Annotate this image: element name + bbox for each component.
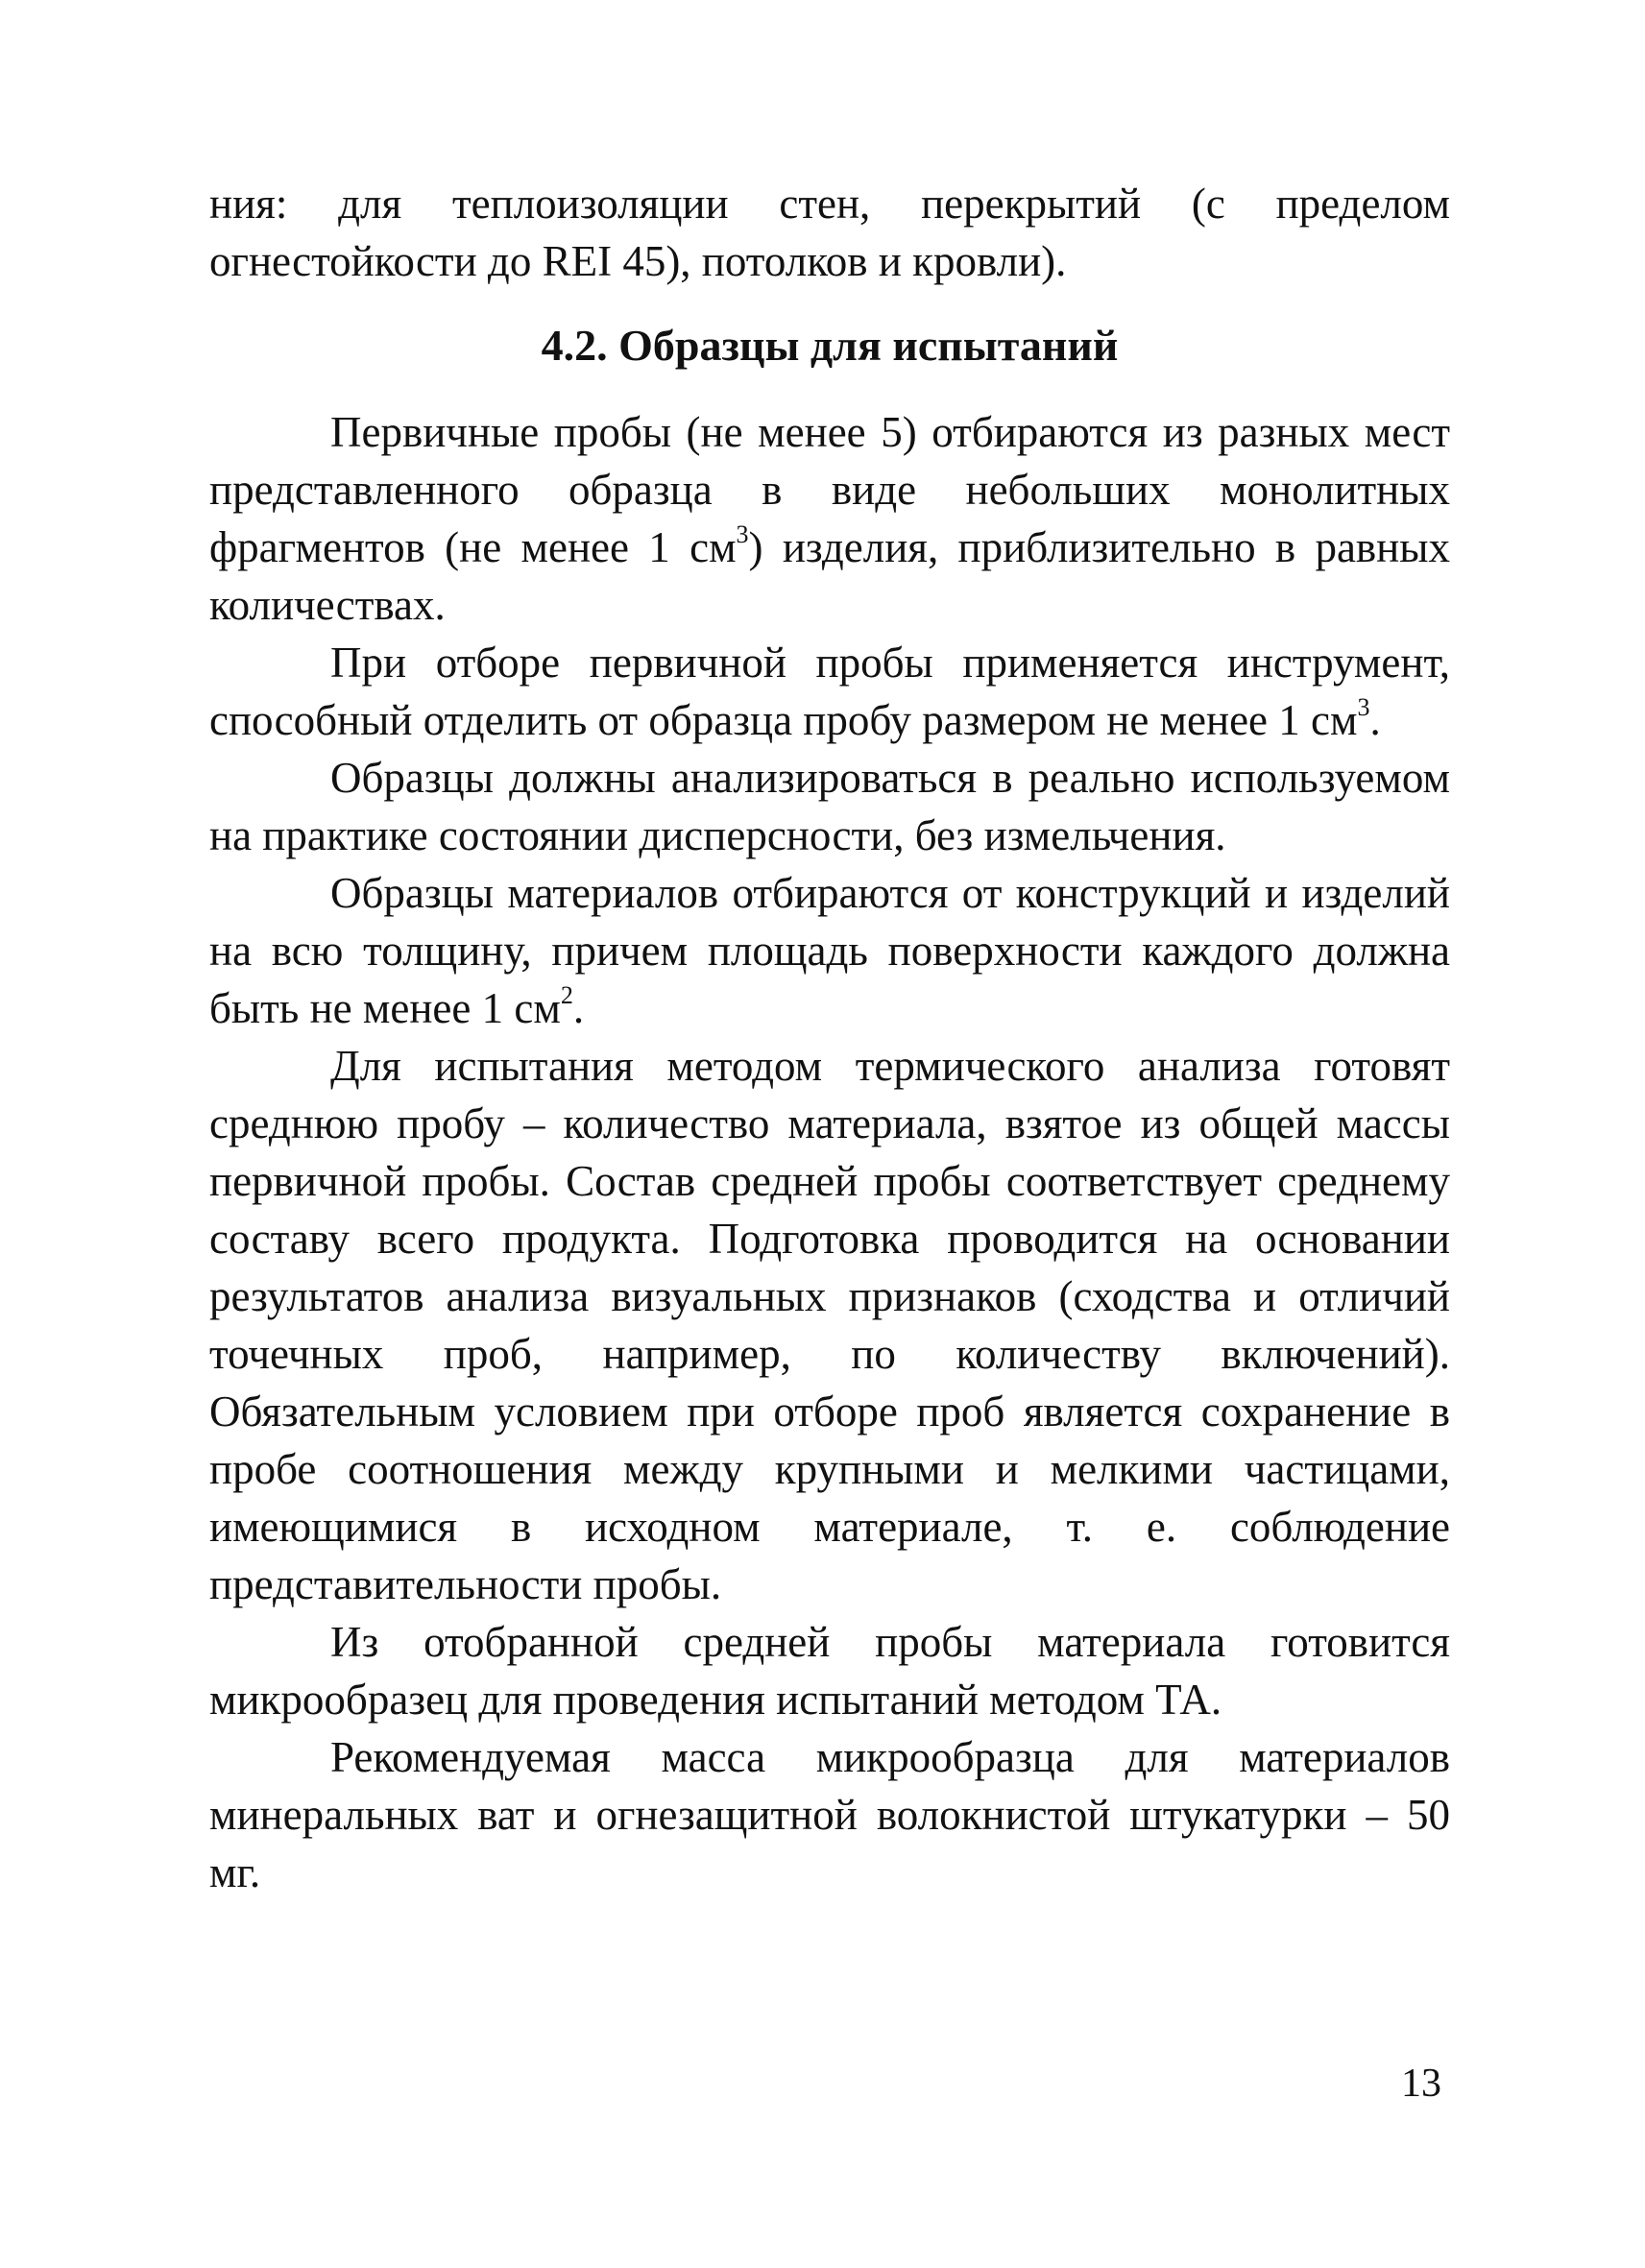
paragraph-text: ) изделия, приблизительно в равных количествах.: [209, 523, 1450, 629]
paragraph-text: Первичные пробы (не менее 5) отбираются из разных мест представленного образца в виде небольших монолитных фрагментов (не менее 1 см: [209, 408, 1450, 571]
intro-paragraph: ния: для теплоизоляции стен, перекрытий (с пределом огнестойкости до REI 45), потолков и кровли).: [209, 180, 1450, 285]
page-number: 13: [1401, 2062, 1441, 2106]
text-column: [209, 175, 1450, 1901]
paragraph-text: Образцы материалов отбираются от конструкций и изделий на всю толщину, причем площадь поверхности каждого должна быть не менее 1 см: [209, 869, 1450, 1032]
paragraph-primary-samples: [209, 403, 1450, 634]
paragraph-text: При отборе первичной пробы применяется инструмент, способный отделить от образца пробу размером не менее 1 см: [209, 639, 1450, 744]
paragraph-text: .: [572, 984, 585, 1032]
section-heading: 4.2. Образцы для испытаний: [541, 321, 1119, 370]
paragraph-dispersion-state: Образцы должны анализироваться в реально используемом на практике состоянии дисперсности, без измельчения.: [209, 754, 1450, 859]
paragraph-average-sample: Для испытания методом термического анализа готовят среднюю пробу – количество материала, взятое из общей массы первичной пробы. Состав средней пробы соответствует среднему составу всего продукта. Подготовка проводится на основании результатов анализа визуальных признаков (сходства и отличий точечных проб, например, по количеству включений). Обязательным условием при отборе проб является сохранение в пробе соотношения между крупными и мелкими частицами, имеющимися в исходном материале, т. е. соблюдение представительности пробы.: [209, 1042, 1450, 1608]
paragraph-microsample: Из отобранной средней пробы материала готовится микрообразец для проведения испытаний методом ТА.: [209, 1618, 1450, 1724]
paragraph-sampling-tool: [209, 634, 1450, 749]
superscript: 2: [560, 981, 573, 1009]
paragraph-material-samples: [209, 864, 1450, 1037]
superscript: 3: [736, 520, 749, 548]
superscript: 3: [1357, 693, 1370, 721]
paragraph-recommended-mass: Рекомендуемая масса микрообразца для материалов минеральных ват и огнезащитной волокнистой штукатурки – 50 мг.: [209, 1733, 1450, 1896]
paragraph-text: .: [1369, 696, 1381, 744]
